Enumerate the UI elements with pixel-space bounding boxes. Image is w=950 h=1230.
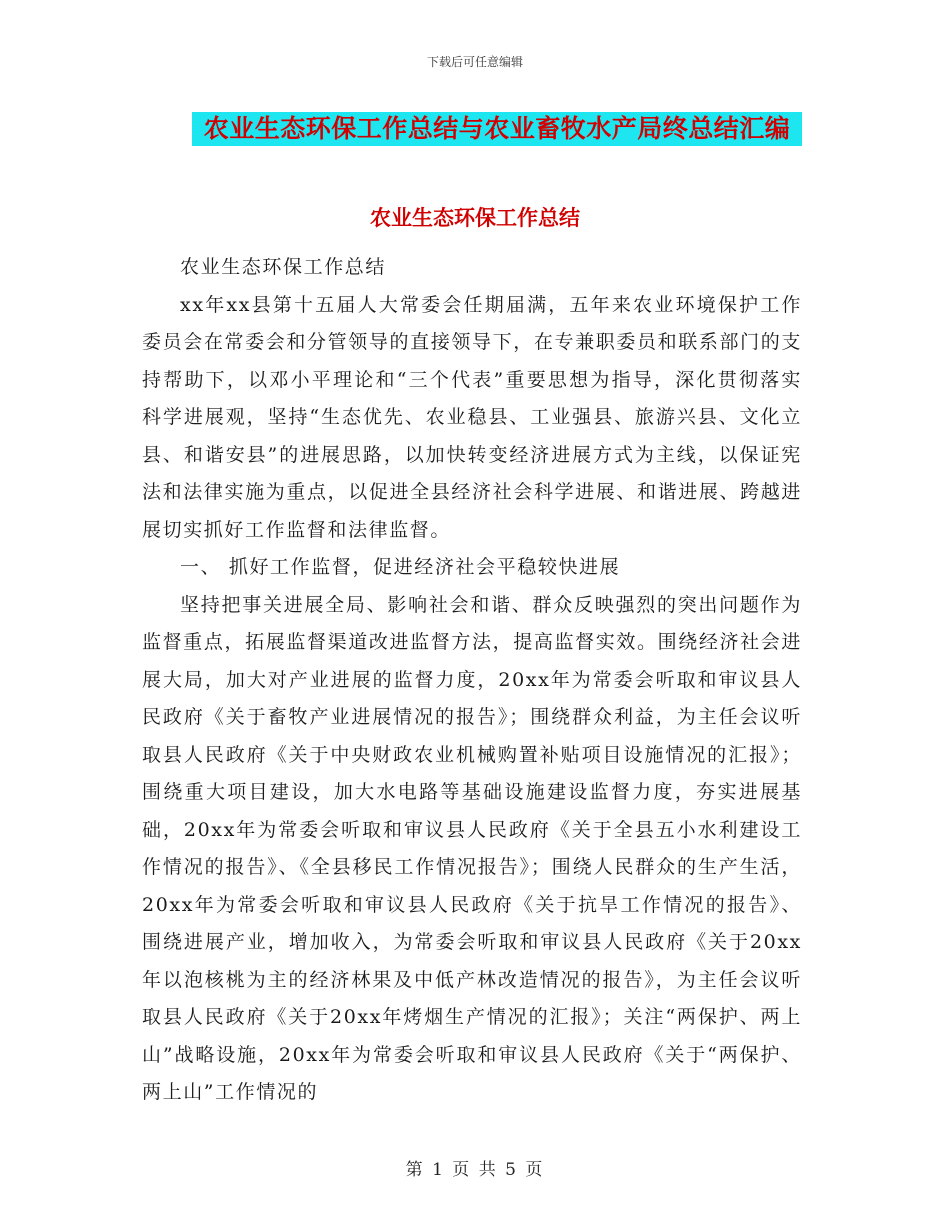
- body-paragraph: xx年xx县第十五届人大常委会任期届满，五年来农业环境保护工作委员会在常委会和分管领导的直接领导下，在专兼职委员和联系部门的支持帮助下，以邓小平理论和“三个代表”重要思想为指导，深化贯彻落实科学进展观，坚持“生态优先、农业稳县、工业强县、旅游兴县、文化立县、和谐安县”的进展思路，以加快转变经济进展方式为主线，以保证宪法和法律实施为重点，以促进全县经济社会科学进展、和谐进展、跨越进展切实抓好工作监督和法律监督。: [142, 293, 802, 541]
- page-number: 第 1 页 共 5 页: [405, 1160, 545, 1180]
- document-body: [142, 249, 802, 1112]
- body-paragraph: 坚持把事关进展全局、影响社会和谐、群众反映强烈的突出问题作为监督重点，拓展监督渠道改进监督方法，提高监督实效。围绕经济社会进展大局，加大对产业进展的监督力度，20xx年为常委会听取和审议县人民政府《关于畜牧产业进展情况的报告》；围绕群众利益，为主任会议听取县人民政府《关于中央财政农业机械购置补贴项目设施情况的汇报》；围绕重大项目建设，加大水电路等基础设施建设监督力度，夯实进展基础，20xx年为常委会听取和审议县人民政府《关于全县五小水利建设工作情况的报告》、《全县移民工作情况报告》；围绕人民群众的生产生活，20xx年为常委会听取和审议县人民政府《关于抗旱工作情况的报告》、围绕进展产业，增加收入，为常委会听取和审议县人民政府《关于20xx年以泡核桃为主的经济林果及中低产林改造情况的报告》，为主任会议听取县人民政府《关于20xx年烤烟生产情况的汇报》；关注“两保护、两上山”战略设施，20xx年为常委会听取和审议县人民政府《关于“两保护、两上山”工作情况的: [142, 593, 802, 1103]
- body-paragraph-heading: 一、 抓好工作监督，促进经济社会平稳较快进展: [180, 556, 621, 578]
- document-title: 农业生态环保工作总结与农业畜牧水产局终总结汇编: [192, 112, 802, 146]
- page-header-note: 下载后可任意编辑: [426, 55, 523, 69]
- body-paragraph: 农业生态环保工作总结: [180, 256, 387, 278]
- section-title: 农业生态环保工作总结: [370, 206, 580, 230]
